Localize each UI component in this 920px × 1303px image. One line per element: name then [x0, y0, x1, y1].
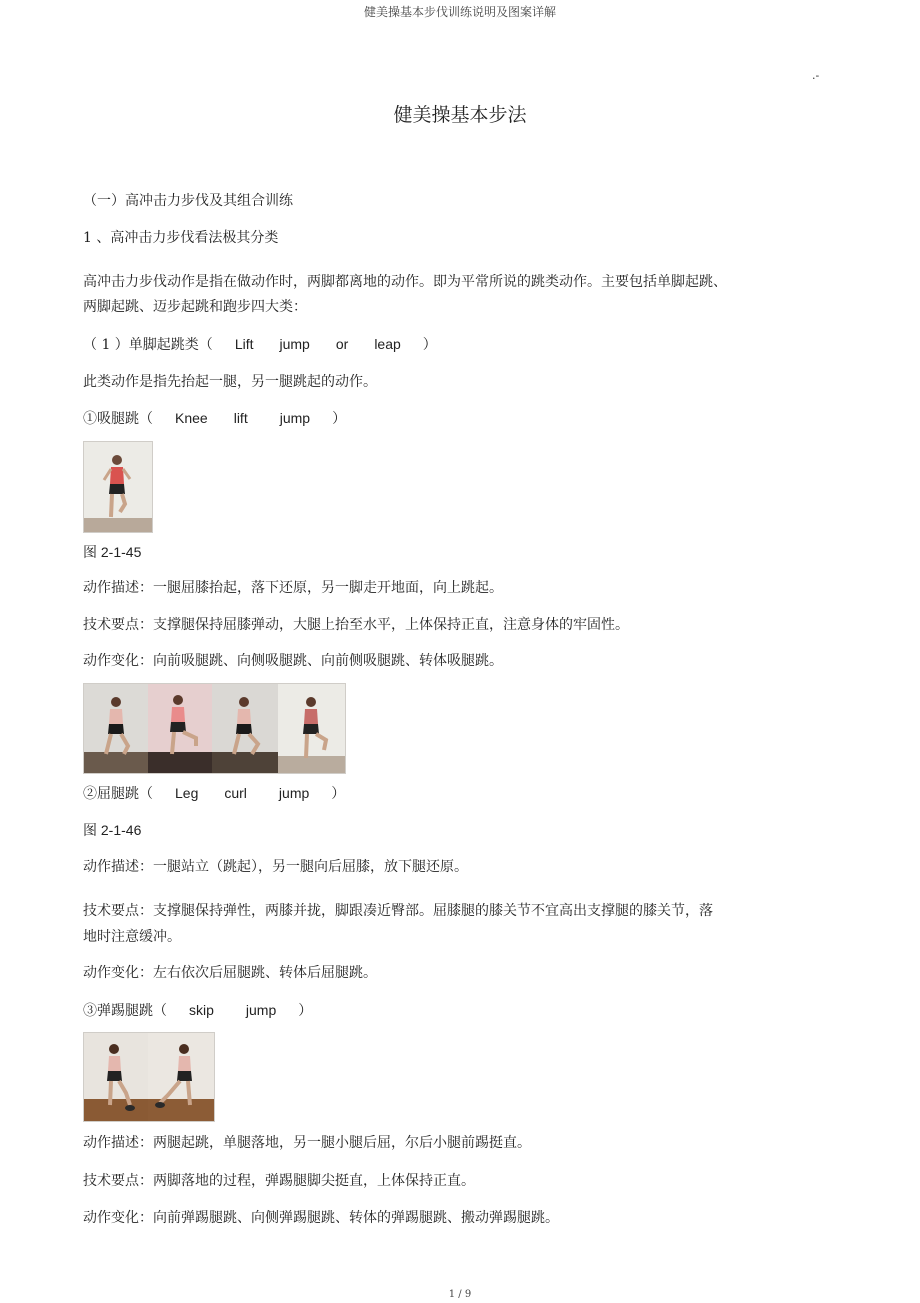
intro-line-1: 高冲击力步伐动作是指在做动作时，两脚都离地的动作。即为平常所说的跳类动作。主要包括单脚起跳、: [83, 274, 727, 290]
figure-label-2-1-46: 图 2-1-46: [83, 822, 142, 838]
figure-illustration: [84, 442, 152, 532]
move3-description: 动作描述：两腿起跳，单腿落地，另一腿小腿后屈，尔后小腿前踢挺直。: [83, 1135, 531, 1151]
move3-title-en-2: jump: [245, 1002, 277, 1018]
move3-title: [83, 999, 312, 1022]
move2-title-en-3: jump: [278, 785, 310, 801]
figure-label-2-1-45: 图 2-1-45: [83, 544, 142, 560]
frame-4: [278, 684, 345, 773]
move3-title-prefix: ③弹踢腿跳（: [83, 1003, 167, 1019]
move3-variation: 动作变化：向前弹踢腿跳、向侧弹踢腿跳、转体的弹踢腿跳、搬动弹踢腿跳。: [83, 1210, 559, 1226]
skip-jump-illustration: [84, 1033, 214, 1121]
category-en-2: jump: [279, 336, 310, 352]
move2-tech-line-1: 技术要点：支撑腿保持弹性，两膝并拢，脚跟凑近臀部。屈膝腿的膝关节不宜高出支撑腿的膝关节，落: [83, 903, 713, 919]
move2-title-en-2: curl: [224, 785, 247, 801]
section-heading: （一）高冲击力步伐及其组合训练: [83, 193, 293, 209]
frame-1: [84, 684, 148, 773]
knee-lift-variation-photo-strip: [83, 683, 346, 774]
category-en-3: or: [335, 336, 349, 352]
skip-frame-1: [84, 1033, 148, 1121]
intro-line-2: 两脚起跳、迈步起跳和跑步四大类：: [83, 299, 307, 315]
page-title: 健美操基本步法: [393, 104, 527, 126]
knee-lift-jump-photo: [83, 441, 153, 533]
move3-tech: 技术要点：两脚落地的过程，弹踢腿脚尖挺直，上体保持正直。: [83, 1173, 475, 1189]
move2-title-prefix: ②屈腿跳（: [83, 786, 153, 802]
move1-title-en-3: jump: [279, 410, 311, 426]
category-en-4: leap: [374, 336, 401, 352]
frame-2: [148, 684, 212, 773]
move1-title-en-1: Knee: [175, 410, 208, 426]
move2-variation: 动作变化：左右依次后屈腿跳、转体后屈腿跳。: [83, 965, 377, 981]
move3-title-suffix: ）: [298, 1003, 313, 1019]
move1-title: [83, 407, 346, 430]
skip-jump-photo: [83, 1032, 215, 1122]
subsection-heading: 1 、高冲击力步伐看法极其分类: [83, 230, 279, 246]
variation-frames-illustration: [84, 684, 345, 773]
category-prefix: （ 1 ）单脚起跳类（: [83, 337, 213, 353]
category-description: 此类动作是指先抬起一腿，另一腿跳起的动作。: [83, 374, 377, 390]
corner-mark: .-: [812, 69, 820, 82]
skip-frame-2: [148, 1033, 214, 1121]
move3-title-en-1: skip: [189, 1002, 214, 1018]
move1-description: 动作描述：一腿屈膝抬起，落下还原，另一脚走开地面，向上跳起。: [83, 580, 503, 596]
move1-title-prefix: ①吸腿跳（: [83, 411, 153, 427]
category-heading: [83, 333, 437, 356]
move2-tech-line-2: 地时注意缓冲。: [83, 929, 181, 945]
move1-title-suffix: ）: [332, 411, 347, 427]
move2-title-en-1: Leg: [175, 785, 199, 801]
category-en-1: Lift: [234, 336, 254, 352]
move2-title-suffix: ）: [331, 786, 346, 802]
move1-variation: 动作变化：向前吸腿跳、向侧吸腿跳、向前侧吸腿跳、转体吸腿跳。: [83, 653, 503, 669]
move1-title-en-2: lift: [233, 410, 248, 426]
move2-description: 动作描述：一腿站立（跳起），另一腿向后屈膝，放下腿还原。: [83, 859, 468, 875]
move2-title: [83, 782, 345, 805]
frame-3: [212, 684, 278, 773]
category-suffix: ）: [422, 337, 437, 353]
move1-tech: 技术要点：支撑腿保持屈膝弹动，大腿上抬至水平，上体保持正直，注意身体的牢固性。: [83, 617, 629, 633]
page-number: 1 / 9: [448, 1289, 472, 1300]
document-header-title: 健美操基本步伐训练说明及图案详解: [363, 5, 556, 19]
